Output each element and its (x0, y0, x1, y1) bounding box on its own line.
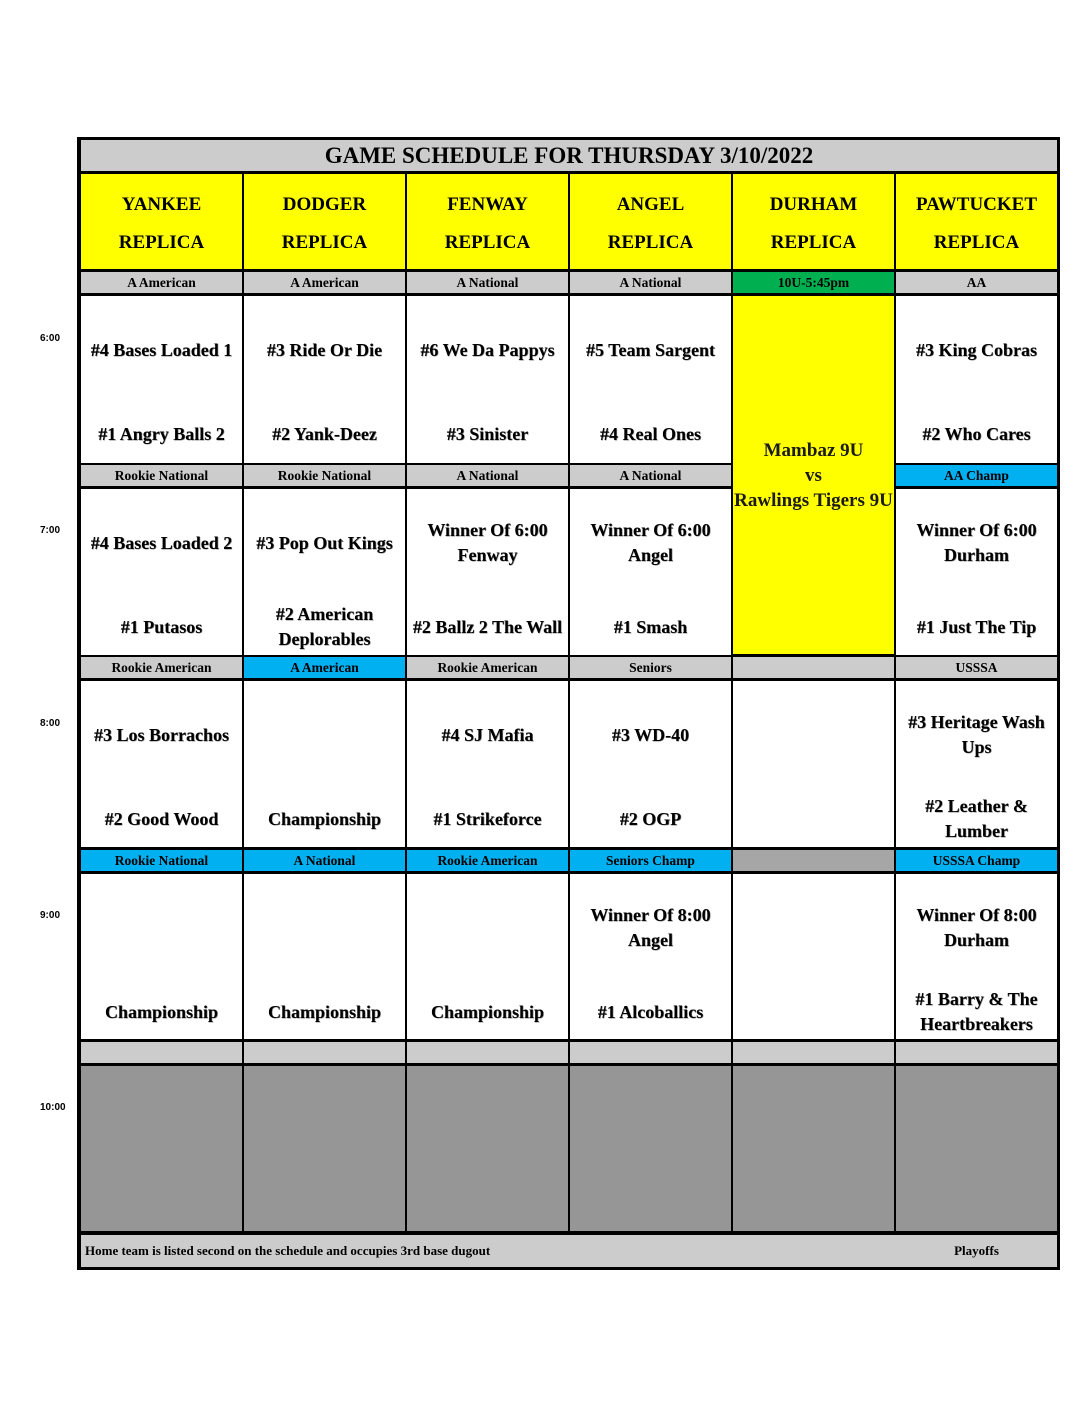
empty-label-cell (733, 1042, 894, 1063)
unused-slot (570, 1066, 731, 1231)
game-cell (407, 681, 568, 847)
game-cell (896, 296, 1057, 463)
away-team (81, 903, 242, 953)
durham-10u-game (733, 296, 894, 654)
team-2: Rawlings Tigers 9U (734, 489, 893, 511)
game-cell (244, 681, 405, 847)
game-cell (570, 874, 731, 1039)
empty-label-cell (407, 1042, 568, 1063)
empty-label-cell (81, 1042, 242, 1063)
field-name: DURHAM (769, 194, 858, 215)
team-1: Mambaz 9U (763, 439, 864, 461)
unused-slot (733, 1066, 894, 1231)
division-label (733, 850, 894, 871)
division-label: Rookie National (81, 465, 242, 486)
field-header (244, 174, 405, 269)
game-cell (81, 489, 242, 655)
game-cell (407, 489, 568, 655)
home-team: #3 Sinister (446, 423, 529, 444)
home-team: #1 Alcoballics (597, 1001, 704, 1022)
away-team: #4 SJ Mafia (441, 724, 534, 745)
empty-label-cell (570, 1042, 731, 1063)
home-team: #2 Who Cares (922, 423, 1031, 444)
field-name: FENWAY (447, 194, 528, 215)
game-cell (733, 681, 894, 847)
versus-label: vs (805, 464, 822, 486)
time-label: 10:00 (40, 1102, 66, 1113)
division-label: Rookie American (407, 850, 568, 871)
field-name: DODGER (282, 194, 367, 215)
game-cell (896, 681, 1057, 847)
home-team: Championship (104, 1001, 219, 1022)
division-label: A National (407, 272, 568, 293)
division-label: Rookie National (244, 465, 405, 486)
away-team: #3 King Cobras (915, 339, 1038, 360)
division-label: Rookie National (81, 850, 242, 871)
game-cell (733, 874, 894, 1039)
division-label: AA Champ (896, 465, 1057, 486)
away-team: Winner Of 6:00 Durham (916, 520, 1037, 565)
home-team: #4 Real Ones (600, 423, 701, 444)
division-label: A National (244, 850, 405, 871)
field-type: REPLICA (118, 232, 205, 253)
home-team: Championship (267, 1001, 382, 1022)
away-team: #4 Bases Loaded 2 (90, 532, 233, 553)
home-team-note: Home team is listed second on the schedule and occupies 3rd base dugout (85, 1243, 491, 1258)
time-label: 6:00 (40, 333, 61, 344)
page-title: GAME SCHEDULE FOR THURSDAY 3/10/2022 (81, 140, 1057, 171)
game-cell (244, 489, 405, 655)
unused-slot (896, 1066, 1057, 1231)
division-label: Rookie American (407, 657, 568, 678)
unused-slot (81, 1066, 242, 1231)
game-cell (407, 874, 568, 1039)
home-team (733, 987, 894, 1037)
away-team: #4 Bases Loaded 1 (90, 339, 233, 360)
footer-note (81, 1235, 1057, 1267)
home-team: #2 Yank-Deez (272, 423, 377, 444)
game-cell (81, 874, 242, 1039)
game-cell (570, 489, 731, 655)
time-label: 8:00 (40, 718, 61, 729)
away-team: Winner Of 6:00 Angel (590, 520, 711, 565)
division-label: AA (896, 272, 1057, 293)
field-header (570, 174, 731, 269)
schedule-table (77, 137, 1060, 1270)
home-team: #1 Strikeforce (433, 808, 542, 829)
field-type: REPLICA (444, 232, 531, 253)
away-team: #3 Ride Or Die (266, 339, 383, 360)
away-team: #3 Pop Out Kings (256, 532, 393, 553)
field-type: REPLICA (770, 232, 857, 253)
home-team: #2 Ballz 2 The Wall (412, 616, 563, 637)
division-label: USSSA Champ (896, 850, 1057, 871)
empty-label-cell (244, 1042, 405, 1063)
division-label: Rookie American (81, 657, 242, 678)
game-cell (81, 681, 242, 847)
field-header (733, 174, 894, 269)
division-label: A American (81, 272, 242, 293)
home-team: #2 Good Wood (104, 808, 219, 829)
away-team: #6 We Da Pappys (420, 339, 555, 360)
unused-slot (407, 1066, 568, 1231)
home-team: #2 Leather & Lumber (925, 796, 1028, 841)
division-label: A American (244, 272, 405, 293)
field-type: REPLICA (607, 232, 694, 253)
home-team: Championship (267, 808, 382, 829)
division-label: USSSA (896, 657, 1057, 678)
field-header (81, 174, 242, 269)
home-team: #2 American Deplorables (275, 604, 374, 649)
away-team: #3 Heritage Wash Ups (908, 712, 1045, 757)
home-team: #1 Barry & The Heartbreakers (915, 989, 1038, 1034)
away-team (244, 710, 405, 760)
time-label: 7:00 (40, 525, 61, 536)
field-header (407, 174, 568, 269)
playoffs-legend: Playoffs (954, 1243, 999, 1258)
away-team: Winner Of 6:00 Fenway (427, 520, 548, 565)
away-team: #3 WD-40 (611, 724, 690, 745)
division-label: Seniors (570, 657, 731, 678)
time-label: 9:00 (40, 910, 61, 921)
division-label: 10U-5:45pm (733, 272, 894, 293)
field-name: PAWTUCKET (915, 194, 1038, 215)
away-team (733, 903, 894, 953)
unused-slot (244, 1066, 405, 1231)
home-team: #1 Putasos (120, 616, 203, 637)
home-team: #2 OGP (619, 808, 682, 829)
home-team: #1 Angry Balls 2 (98, 423, 225, 444)
away-team (407, 903, 568, 953)
game-cell (896, 874, 1057, 1039)
away-team (244, 903, 405, 953)
home-team: Championship (430, 1001, 545, 1022)
game-cell (244, 296, 405, 463)
game-cell (407, 296, 568, 463)
division-label (733, 657, 894, 678)
away-team: #5 Team Sargent (585, 339, 715, 360)
field-header (896, 174, 1057, 269)
division-label: A National (407, 465, 568, 486)
field-name: ANGEL (616, 194, 685, 215)
home-team (733, 794, 894, 844)
home-team: #1 Just The Tip (916, 616, 1037, 637)
game-cell (244, 874, 405, 1039)
division-label: A National (570, 272, 731, 293)
field-type: REPLICA (933, 232, 1020, 253)
game-cell (896, 489, 1057, 655)
game-cell (570, 681, 731, 847)
empty-label-cell (896, 1042, 1057, 1063)
division-label: Seniors Champ (570, 850, 731, 871)
division-label: A American (244, 657, 405, 678)
away-team: #3 Los Borrachos (94, 724, 229, 745)
field-name: YANKEE (121, 194, 202, 215)
home-team: #1 Smash (613, 616, 688, 637)
away-team: Winner Of 8:00 Angel (590, 905, 711, 950)
field-type: REPLICA (281, 232, 368, 253)
away-team: Winner Of 8:00 Durham (916, 905, 1037, 950)
division-label: A National (570, 465, 731, 486)
away-team (733, 710, 894, 760)
game-cell (570, 296, 731, 463)
game-cell (81, 296, 242, 463)
